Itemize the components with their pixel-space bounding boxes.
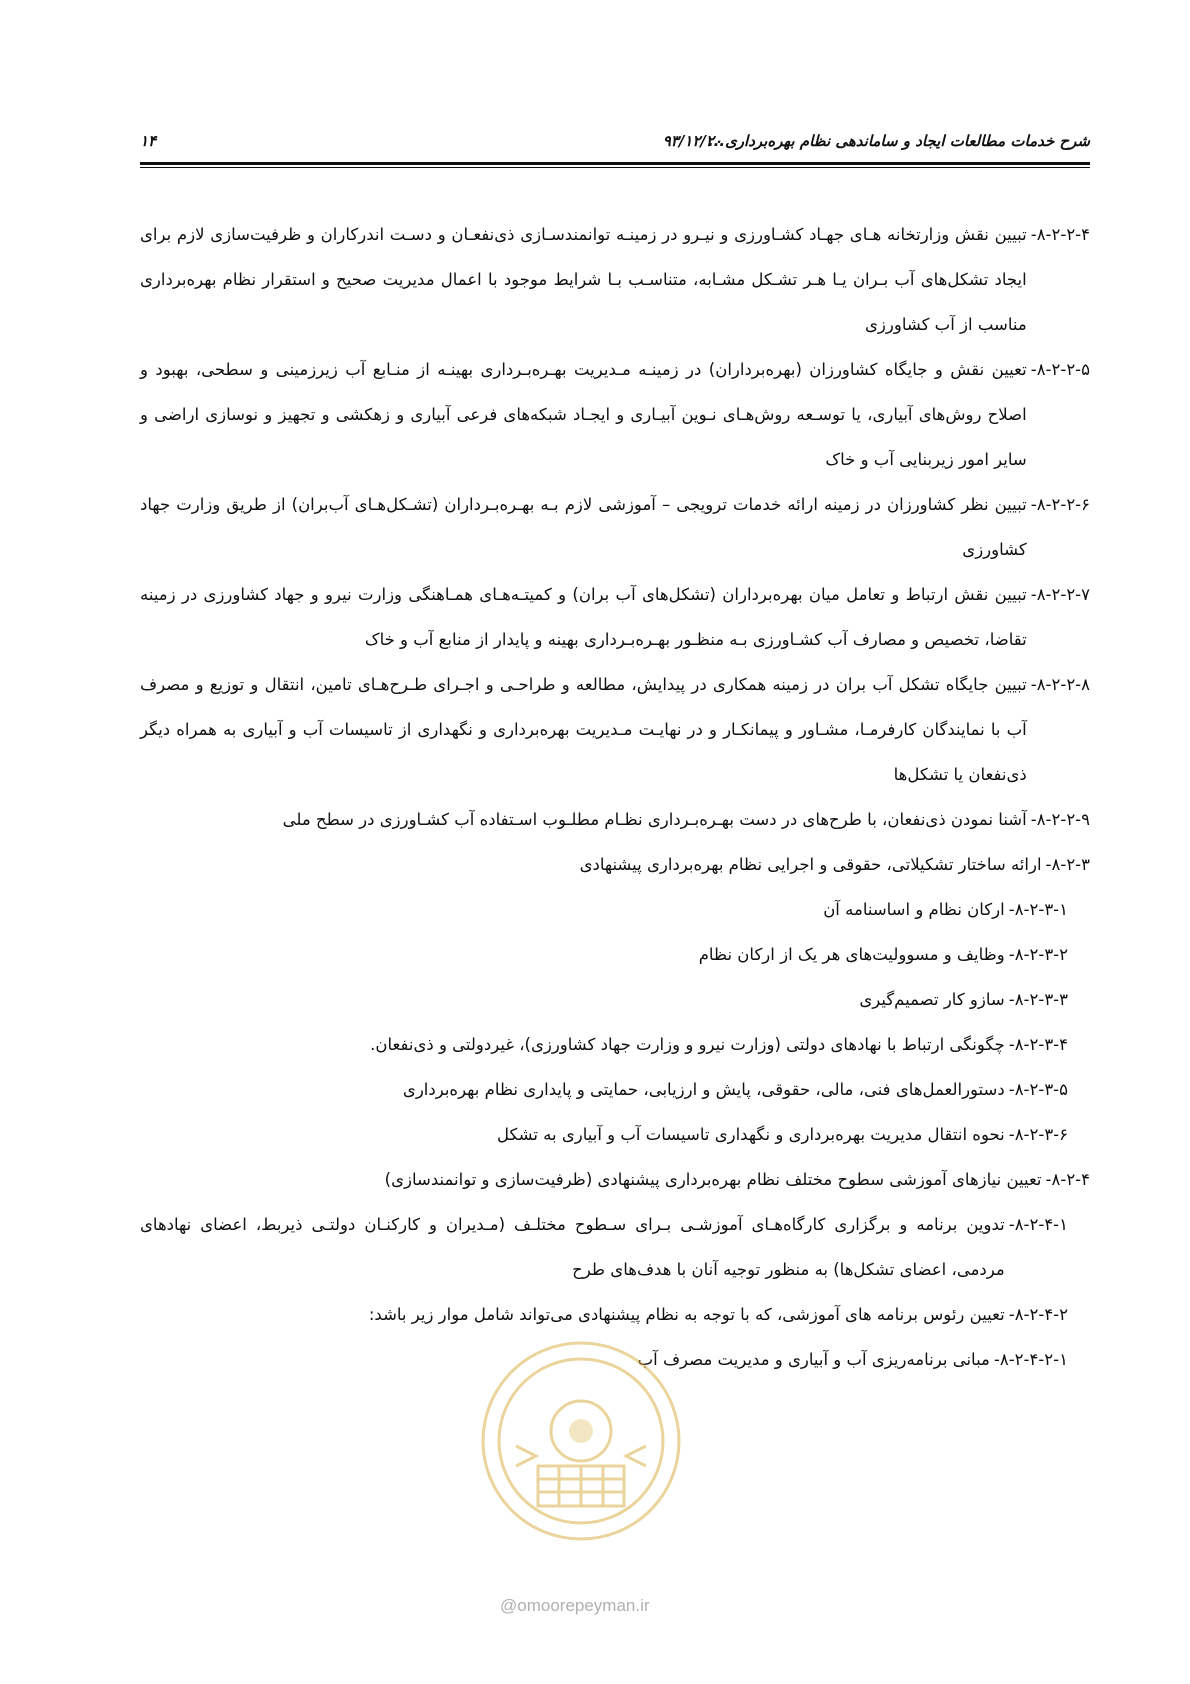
section-item — [140, 482, 1090, 572]
section-text: تبیین نقش وزارتخانه هـای جهـاد کشـاورزی و نیـرو در زمینـه توانمندسـازی ذی‌نفعـان و دسـت اندرکاران و ظرفیت‌سازی لازم برای ایجاد تشکل‌های آب بـران یـا هـر تشـکل مشـابه، متناسـب بـا شرایط موجود با اعمال مدیریت صحیح و استقرار نظام بهره‌برداری مناسب از آب کشاورزی — [140, 225, 1027, 334]
section-number: ۸-۲-۴-۲-۱- — [993, 1350, 1068, 1369]
section-item — [140, 932, 1068, 977]
page-number: ۱۴ — [140, 132, 157, 150]
section-text: آشنا نمودن ذی‌نفعان، با طرح‌های در دست بهـره‌بـرداری نظـام مطلـوب اسـتفاده آب کشـاورزی در سطح ملی — [282, 810, 1027, 829]
section-item — [140, 977, 1068, 1022]
section-text: دستورالعمل‌های فنی، مالی، حقوقی، پایش و ارزیابی، حمایتی و پایداری نظام بهره‌برداری — [402, 1080, 1005, 1099]
section-item — [140, 842, 1090, 887]
header-rule-thick — [140, 162, 1090, 165]
section-item — [140, 572, 1090, 662]
section-text: چگونگی ارتباط با نهادهای دولتی (وزارت نیرو و وزارت جهاد کشاورزی)، غیردولتی و ذی‌نفعان. — [370, 1035, 1005, 1054]
section-number: ۸-۲-۲-۹- — [1030, 810, 1090, 829]
seal-watermark-icon — [476, 1336, 686, 1546]
section-number: ۸-۲-۲-۸- — [1030, 675, 1090, 694]
section-text: ارائه ساختار تشکیلاتی، حقوقی و اجرایی نظام بهره‌برداری پیشنهادی — [579, 855, 1042, 874]
section-item — [140, 1022, 1068, 1067]
document-title: شرح خدمات مطالعات ایجاد و ساماندهی نظام بهره‌برداری... — [707, 132, 1090, 150]
section-number: ۸-۲-۳-۳- — [1008, 990, 1068, 1009]
section-text: نحوه انتقال مدیریت بهره‌برداری و نگهداری تاسیسات آب و آبیاری به تشکل — [497, 1125, 1005, 1144]
section-text: سازو کار تصمیم‌گیری — [859, 990, 1005, 1009]
section-number: ۸-۲-۳-۲- — [1008, 945, 1068, 964]
section-item — [140, 1292, 1068, 1337]
watermark-url: @omoorepeyman.ir — [500, 1596, 650, 1615]
section-text: تبیین جایگاه تشکل آب بران در زمینه همکاری در پیدایش، مطالعه و طراحـی و اجـرای طـرح‌هـای تامین، انتقال و توزیع و مصرف آب با نمایندگان کارفرمـا، مشـاور و پیمانکـار و در نهایـت مـدیریت بهره‌برداری و نگهداری از تاسیسات آب و آبیاری به همراه دیگر ذی‌نفعان یا تشکل‌ها — [140, 675, 1027, 784]
section-number: ۸-۲-۳-۵- — [1008, 1080, 1068, 1099]
section-item — [140, 662, 1090, 797]
section-item — [140, 1067, 1068, 1112]
document-body — [140, 212, 1090, 1382]
section-number: ۸-۲-۳- — [1045, 855, 1090, 874]
section-item — [140, 1112, 1068, 1157]
section-text: تدوین برنامه و برگزاری کارگاه‌هـای آموزشـی بـرای سـطوح مختلـف (مـدیران و کارکنـان دولتـی ذیربط، اعضای نهادهای مردمی، اعضای تشکل‌ها) به منظور توجیه آنان با هدف‌های طرح — [140, 1215, 1005, 1279]
section-number: ۸-۲-۳-۱- — [1008, 900, 1068, 919]
section-item — [140, 797, 1090, 842]
section-number: ۸-۲-۳-۶- — [1008, 1125, 1068, 1144]
section-number: ۸-۲-۴-۲- — [1008, 1305, 1068, 1324]
header-rule-thin — [140, 167, 1090, 168]
section-text: تعیین نقش و جایگاه کشاورزان (بهره‌برداران) در زمینـه مـدیریت بهـره‌بـرداری بهینـه از منـابع آب زیرزمینی و سطحی، بهبود و اصلاح روش‌های آبیاری، یا توسـعه روش‌هـای نـوین آبیـاری و ایجـاد شبکه‌های فرعی آبیاری و زهکشی و تجهیز و نوسازی اراضی و سایر امور زیربنایی آب و خاک — [140, 360, 1027, 469]
section-text: تبیین نقش ارتباط و تعامل میان بهره‌برداران (تشکل‌های آب بران) و کمیتـه‌هـای همـاهنگی وزارت نیرو و جهاد کشاورزی در زمینه تقاضا، تخصیص و مصارف آب کشـاورزی بـه منظـور بهـره‌بـرداری بهینه و پایدار از منابع آب و خاک — [140, 585, 1027, 649]
section-number: ۸-۲-۲-۷- — [1030, 585, 1090, 604]
section-number: ۸-۲-۲-۵- — [1030, 360, 1090, 379]
document-date: ۹۳/۱۲/۲۰ — [662, 132, 722, 150]
section-text: تعیین رئوس برنامه های آموزشی، که با توجه به نظام پیشنهادی می‌تواند شامل موار زیر باشد: — [368, 1305, 1005, 1324]
section-number: ۸-۲-۴- — [1045, 1170, 1090, 1189]
section-item — [140, 1157, 1090, 1202]
section-text: مبانی برنامه‌ریزی آب و آبیاری و مدیریت مصرف آب — [637, 1350, 990, 1369]
section-item — [140, 1202, 1068, 1292]
section-number: ۸-۲-۴-۱- — [1008, 1215, 1068, 1234]
section-item — [140, 212, 1090, 347]
section-number: ۸-۲-۳-۴- — [1008, 1035, 1068, 1054]
page-header — [140, 128, 1090, 158]
section-number: ۸-۲-۲-۴- — [1030, 225, 1090, 244]
section-text: تعیین نیازهای آموزشی سطوح مختلف نظام بهره‌برداری پیشنهادی (ظرفیت‌سازی و توانمندسازی) — [384, 1170, 1042, 1189]
section-text: تبیین نظر کشاورزان در زمینه ارائه خدمات ترویجی – آموزشی لازم بـه بهـره‌بـرداران (تشـکل‌هـای آب‌بران) از طریق وزارت جهاد کشاورزی — [140, 495, 1027, 559]
section-number: ۸-۲-۲-۶- — [1030, 495, 1090, 514]
section-item — [140, 887, 1068, 932]
section-text: ارکان نظام و اساسنامه آن — [823, 900, 1005, 919]
section-item — [140, 347, 1090, 482]
section-text: وظایف و مسوولیت‌های هر یک از ارکان نظام — [698, 945, 1005, 964]
